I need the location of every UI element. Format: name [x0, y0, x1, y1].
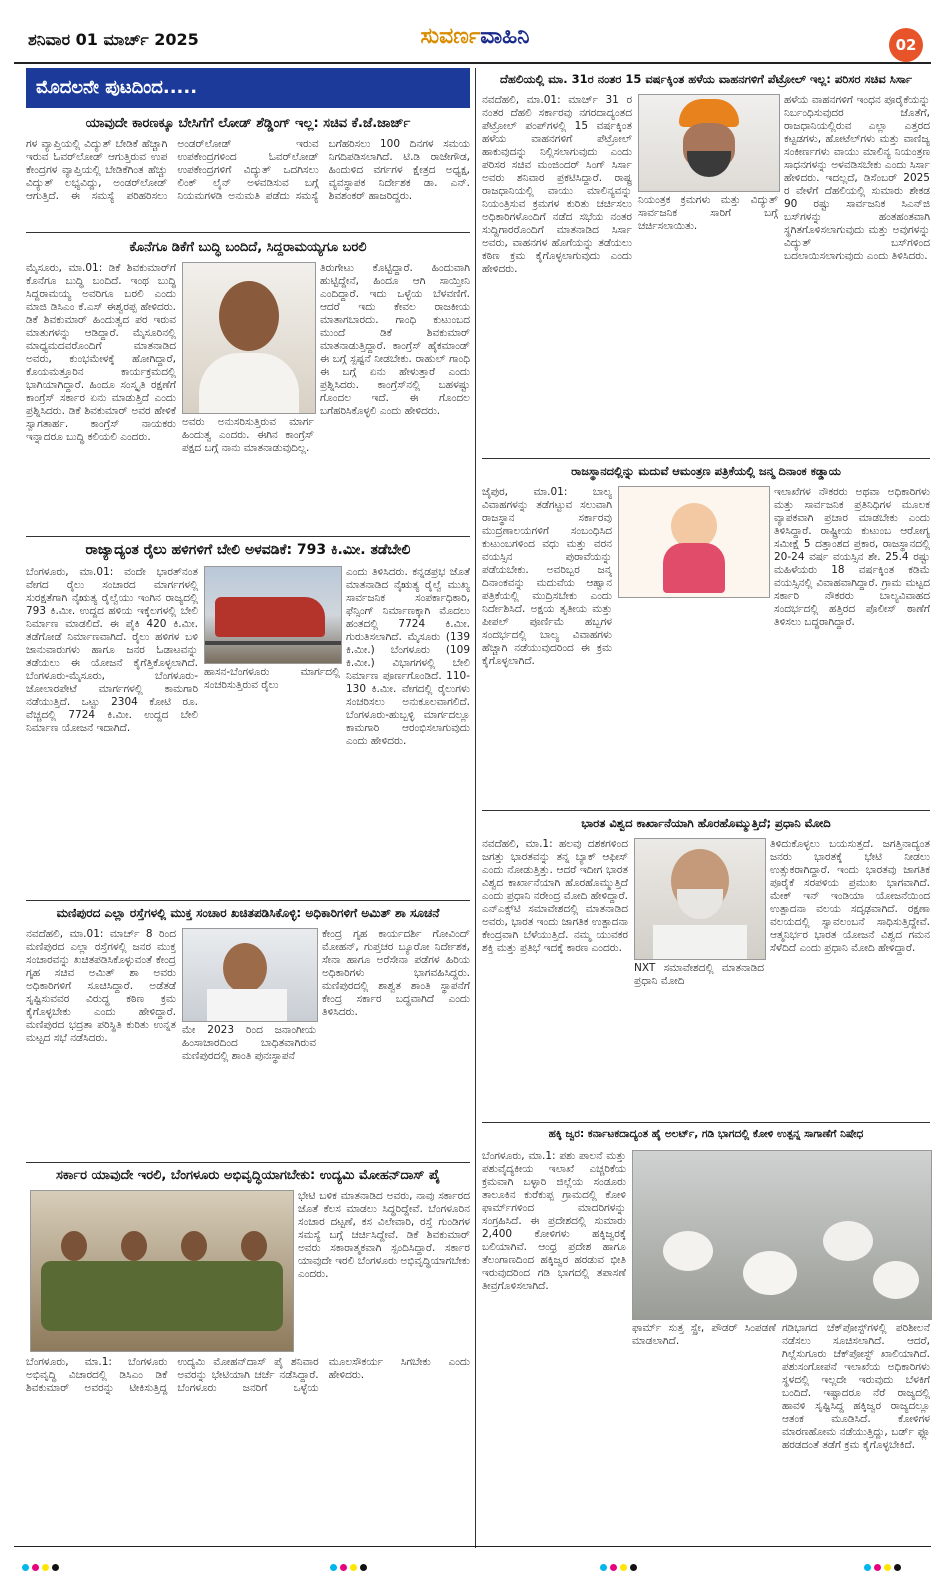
divider	[26, 232, 470, 233]
divider	[482, 458, 930, 459]
article-2-body-a: ಮೈಸೂರು, ಮಾ.01: ಡಿಕೆ ಶಿವಕುಮಾರ್‌ಗೆ ಕೊನೆಗೂ ಬುದ್ಧಿ ಬಂದಿದೆ. ಇಂಥ ಬುದ್ಧಿ ಸಿದ್ದರಾಮಯ್ಯ ಅವರಿಗೂ ಬರಲಿ ಎಂದು ಮಾಜಿ ಡಿಸಿಎಂ ಕೆ.ಎಸ್ ಈಶ್ವರಪ್ಪ ಹೇಳಿದರು. ಡಿಕೆ ಶಿವಕುಮಾರ್ ಹಿಂದುತ್ವದ ಪರ ಇರುವ ಮಾತುಗಳನ್ನು ಆಡಿದ್ದಾರೆ. ಮೈಸೂರಿನಲ್ಲಿ ಮಾಧ್ಯಮದವರೊಂದಿಗೆ ಮಾತನಾಡಿದ ಅವರು, ಕುಂಭಮೇಳಕ್ಕೆ ಹೋಗಿದ್ದಾರೆ, ಕೊಯಮತ್ತೂರಿನ ಕಾರ್ಯಕ್ರಮದಲ್ಲಿ ಭಾಗಿಯಾಗಿದ್ದಾರೆ. ಹಿಂದೂ ಸಂಸ್ಕೃತಿ ರಕ್ಷಣೆಗೆ ಕಾಂಗ್ರೆಸ್ ಸರ್ಕಾರ ಏನು ಮಾಡುತ್ತಿದೆ ಎಂದು ಪ್ರಶ್ನಿಸಿದರು. ಡಿಕೆ ಶಿವಕುಮಾರ್ ಅವರ ಹೇಳಿಕೆ ಸ್ವಾಗತಾರ್ಹ. ಕಾಂಗ್ರೆಸ್ ನಾಯಕರು ಇನ್ನಾದರೂ ಬುದ್ಧಿ ಕಲಿಯಲಿ ಎಂದರು.	[26, 262, 176, 443]
article-3-body-a: ಬೆಂಗಳೂರು, ಮಾ.01: ವಂದೇ ಭಾರತ್‌ನಂತ ವೇಗದ ರೈಲು ಸಂಚಾರದ ಮಾರ್ಗಗಳಲ್ಲಿ ಸುರಕ್ಷತೆಗಾಗಿ ನೈಋತ್ಯ ರೈಲ್ವೆಯು ಇಂಗಿನ ರಾಜ್ಯದಲ್ಲಿ 793 ಕಿ.ಮೀ. ಉದ್ದದ ಹಳಿಯ ಇಕ್ಕೆಲಗಳಲ್ಲಿ ಬೇಲಿ ನಿರ್ಮಾಣ ಮಾಡಲಿದೆ. ಈ ಪೈಕಿ 420 ಕಿ.ಮೀ. ತಡೆಗೋಡೆ ನಿರ್ಮಾಣವಾಗಿದೆ. ರೈಲು ಹಳಿಗಳ ಬಳಿ ಜಾನುವಾರುಗಳು ಹಾಗೂ ಜನರ ಓಡಾಟವನ್ನು ತಡೆಯಲು ಈ ಯೋಜನೆ ಕೈಗೆತ್ತಿಕೊಳ್ಳಲಾಗಿದೆ. ಬೆಂಗಳೂರು-ಮೈಸೂರು, ಬೆಂಗಳೂರು-ಜೋಲಾರಪೇಟೆ ಮಾರ್ಗಗಳಲ್ಲಿ ಕಾಮಗಾರಿ ನಡೆಯುತ್ತಿದೆ. ಒಟ್ಟು 2304 ಕೋಟಿ ರೂ. ವೆಚ್ಚದಲ್ಲಿ 7724 ಕಿ.ಮೀ. ಉದ್ದದ ಬೇಲಿ ನಿರ್ಮಾಣ ಯೋಜನೆ ಇದಾಗಿದೆ.	[26, 566, 198, 734]
issue-date: ಶನಿವಾರ 01 ಮಾರ್ಚ್ 2025	[28, 30, 199, 49]
article-9-body-a: ಬೆಂಗಳೂರು, ಮಾ.1: ಪಶು ಪಾಲನೆ ಮತ್ತು ಪಶುವೈದ್ಯಕೀಯ ಇಲಾಖೆ ಎಚ್ಚರಿಕೆಯ ಕ್ರಮವಾಗಿ ಬಳ್ಳಾರಿ ಜಿಲ್ಲೆಯ ಸಂಡೂರು ತಾಲೂಕಿನ ಕುರೆಕುಪ್ಪ ಗ್ರಾಮದಲ್ಲಿ ಕೋಳಿ ಫಾರ್ಮ್‌ಗಳಿಂದ ಮಾದರಿಗಳನ್ನು ಸಂಗ್ರಹಿಸಿದೆ. ಈ ಪ್ರದೇಶದಲ್ಲಿ ಸುಮಾರು 2,400 ಕೋಳಿಗಳು ಹಕ್ಕಿಜ್ವರಕ್ಕೆ ಬಲಿಯಾಗಿವೆ. ಆಂಧ್ರ ಪ್ರದೇಶ ಹಾಗೂ ತೆಲಂಗಾಣದಿಂದ ಹಕ್ಕಿಜ್ವರ ಹರಡುವ ಭೀತಿ ಇರುವುದರಿಂದ ಗಡಿ ಭಾಗದಲ್ಲಿ ತಪಾಸಣೆ ತೀವ್ರಗೊಳಿಸಲಾಗಿದೆ.	[482, 1150, 626, 1292]
masthead-part-a: ಸುವರ್ಣ	[420, 24, 481, 49]
masthead-logo	[380, 24, 570, 60]
article-4-headline: ಮಣಿಪುರದ ಎಲ್ಲಾ ರಸ್ತೆಗಳಲ್ಲಿ ಮುಕ್ತ ಸಂಚಾರ ಖಚಿತಪಡಿಸಿಕೊಳ್ಳಿ: ಅಧಿಕಾರಿಗಳಿಗೆ ಅಮಿತ್ ಶಾ ಸೂಚನೆ	[56, 906, 440, 920]
modi-photo	[634, 838, 766, 960]
article-3-headline: ರಾಜ್ಯಾದ್ಯಂತ ರೈಲು ಹಳಿಗಳಿಗೆ ಬೇಲಿ ಅಳವಡಿಕೆ: 793 ಕಿ.ಮೀ. ತಡೆಬೇಲಿ	[85, 542, 411, 558]
article-9-headline: ಹಕ್ಕಿ ಜ್ವರ: ಕರ್ನಾಟಕದಾದ್ಯಂತ ಹೈ ಅಲರ್ಟ್, ಗಡಿ ಭಾಗದಲ್ಲಿ ಕೋಳಿ ಉತ್ಪನ್ನ ಸಾಗಾಣೆಗೆ ನಿಷೇಧ	[548, 1128, 864, 1140]
center-column-divider	[475, 68, 476, 1548]
train-photo	[204, 566, 342, 664]
poultry-farm-photo	[632, 1150, 932, 1320]
article-8-body-a: ನವದೆಹಲಿ, ಮಾ.1: ಹಲವು ದಶಕಗಳಿಂದ ಜಗತ್ತು ಭಾರತವನ್ನು ತನ್ನ ಬ್ಯಾಕ್ ಆಫೀಸ್ ಎಂದು ನೋಡುತ್ತಿತ್ತು. ಆದರೆ ಇದೀಗ ಭಾರತ ವಿಶ್ವದ ಕಾರ್ಖಾನೆಯಾಗಿ ಹೊರಹೊಮ್ಮುತ್ತಿದೆ ಎಂದು ಪ್ರಧಾನಿ ನರೇಂದ್ರ ಮೋದಿ ಹೇಳಿದ್ದಾರೆ. ಎನ್‌ಎಕ್ಸ್‌ಟಿ ಸಮಾವೇಶದಲ್ಲಿ ಮಾತನಾಡಿದ ಅವರು, ಭಾರತ ಇಂದು ಜಾಗತಿಕ ಉತ್ಪಾದನಾ ಕೇಂದ್ರವಾಗಿ ಬೆಳೆಯುತ್ತಿದೆ. ನಮ್ಮ ಯುವಕರ ಶಕ್ತಿ ಮತ್ತು ಪ್ರತಿಭೆ ಇದಕ್ಕೆ ಕಾರಣ ಎಂದರು.	[482, 838, 628, 954]
article-7-headline: ರಾಜಸ್ಥಾನದಲ್ಲಿನ್ನು ಮದುವೆ ಆಮಂತ್ರಣ ಪತ್ರಿಕೆಯಲ್ಲಿ ಜನ್ಮ ದಿನಾಂಕ ಕಡ್ಡಾಯ	[571, 464, 841, 478]
article-5-headline: ಸರ್ಕಾರ ಯಾವುದೇ ಇರಲಿ, ಬೆಂಗಳೂರು ಅಭಿವೃದ್ಧಿಯಾಗಬೇಕು: ಉದ್ಯಮಿ ಮೋಹನ್‌ದಾಸ್ ಪೈ	[56, 1168, 440, 1183]
divider	[26, 536, 470, 537]
article-8-body-b: ತಿಳಿದುಕೊಳ್ಳಲು ಬಯಸುತ್ತದೆ. ಜಗತ್ತಿನಾದ್ಯಂತ ಜನರು ಭಾರತಕ್ಕೆ ಭೇಟಿ ನೀಡಲು ಉತ್ಸುಕರಾಗಿದ್ದಾರೆ. ಇಂದು ಭಾರತವು ಜಾಗತಿಕ ಪೂರೈಕೆ ಸರಪಳಿಯ ಪ್ರಮುಖ ಭಾಗವಾಗಿದೆ. ಮೇಕ್ ಇನ್ ಇಂಡಿಯಾ ಯೋಜನೆಯಿಂದ ಉತ್ಪಾದನಾ ವಲಯ ಸದೃಢವಾಗಿದೆ. ರಕ್ಷಣಾ ವಲಯದಲ್ಲಿ ಸ್ವಾವಲಂಬನೆ ಸಾಧಿಸುತ್ತಿದ್ದೇವೆ. ಆತ್ಮನಿರ್ಭರ ಭಾರತ ಯೋಜನೆ ವಿಶ್ವದ ಗಮನ ಸೆಳೆದಿದೆ ಎಂದು ಪ್ರಧಾನಿ ಮೋದಿ ಹೇಳಿದ್ದಾರೆ.	[770, 838, 930, 954]
article-7-body-a: ಜೈಪುರ, ಮಾ.01: ಬಾಲ್ಯ ವಿವಾಹಗಳನ್ನು ತಡೆಗಟ್ಟುವ ಸಲುವಾಗಿ ರಾಜಸ್ಥಾನ ಸರ್ಕಾರವು ಮುದ್ರಣಾಲಯಗಳಿಗೆ ಸಂಬಂಧಿಸಿದ ಕುಟುಂಬಗಳಿಂದ ವಧು ಮತ್ತು ವರನ ವಯಸ್ಸಿನ ಪುರಾವೆಯನ್ನು ಪಡೆಯಬೇಕು. ಅವರಿಬ್ಬರ ಜನ್ಮ ದಿನಾಂಕವನ್ನು ಮದುವೆಯ ಆಹ್ವಾನ ಪತ್ರಿಕೆಯಲ್ಲಿ ಮುದ್ರಿಸಬೇಕು ಎಂದು ನಿರ್ದೇಶಿಸಿದೆ. ಅಕ್ಷಯ ತೃತೀಯ ಮತ್ತು ಪೀಪಲ್ ಪೂರ್ಣಿಮೆ ಹಬ್ಬಗಳ ಸಂದರ್ಭದಲ್ಲಿ ಬಾಲ್ಯ ವಿವಾಹಗಳು ಹೆಚ್ಚಾಗಿ ನಡೆಯುವುದರಿಂದ ಈ ಕ್ರಮ ಕೈಗೊಳ್ಳಲಾಗಿದೆ.	[482, 486, 612, 667]
article-4-body-a: ನವದೆಹಲಿ, ಮಾ.01: ಮಾರ್ಚ್ 8 ರಿಂದ ಮಣಿಪುರದ ಎಲ್ಲಾ ರಸ್ತೆಗಳಲ್ಲಿ ಜನರ ಮುಕ್ತ ಸಂಚಾರವನ್ನು ಖಚಿತಪಡಿಸಿಕೊಳ್ಳುವಂತೆ ಕೇಂದ್ರ ಗೃಹ ಸಚಿವ ಅಮಿತ್ ಶಾ ಅವರು ಅಧಿಕಾರಿಗಳಿಗೆ ಸೂಚಿಸಿದ್ದಾರೆ. ಅಡೆತಡೆ ಸೃಷ್ಟಿಸುವವರ ವಿರುದ್ಧ ಕಠಿಣ ಕ್ರಮ ಕೈಗೊಳ್ಳಬೇಕು ಎಂದು ಹೇಳಿದ್ದಾರೆ. ಮಣಿಪುರದ ಭದ್ರತಾ ಪರಿಸ್ಥಿತಿ ಕುರಿತು ಉನ್ನತ ಮಟ್ಟದ ಸಭೆ ನಡೆಸಿದರು.	[26, 928, 176, 1044]
article-2-body-b: ತಿರುಗೇಟು ಕೊಟ್ಟಿದ್ದಾರೆ. ಹಿಂದುವಾಗಿ ಹುಟ್ಟಿದ್ದೇನೆ, ಹಿಂದೂ ಆಗಿ ಸಾಯ್ತೀನಿ ಎಂದಿದ್ದಾರೆ. ಇದು ಒಳ್ಳೆಯ ಬೆಳವಣಿಗೆ. ಆದರೆ ಇದು ಕೇವಲ ರಾಜಕೀಯ ಮಾತಾಗಬಾರದು. ಗಾಂಧಿ ಕುಟುಂಬದ ಮುಂದೆ ಡಿಕೆ ಶಿವಕುಮಾರ್ ಮಾತನಾಡುತ್ತಿದ್ದಾರೆ. ಕಾಂಗ್ರೆಸ್ ಹೈಕಮಾಂಡ್ ಈ ಬಗ್ಗೆ ಸ್ಪಷ್ಟನೆ ನೀಡಬೇಕು. ರಾಹುಲ್ ಗಾಂಧಿ ಈ ಬಗ್ಗೆ ಏನು ಹೇಳುತ್ತಾರೆ ಎಂದು ಪ್ರಶ್ನಿಸಿದರು. ಕಾಂಗ್ರೆಸ್‌ನಲ್ಲಿ ಬಹಳಷ್ಟು ಗೊಂದಲ ಇದೆ. ಈ ಗೊಂದಲ ಬಗೆಹರಿಸಿಕೊಳ್ಳಲಿ ಎಂದು ಹೇಳಿದರು.	[320, 262, 470, 417]
divider	[26, 900, 470, 901]
article-9-body-b: ಗಡಿಭಾಗದ ಚೆಕ್‌ಪೋಸ್ಟ್‌ಗಳಲ್ಲಿ ಪರಿಶೀಲನೆ ನಡೆಸಲು ಸೂಚಿಸಲಾಗಿದೆ. ಆದರೆ, ಗಿಲ್ಲೆಸುಗೂರು ಚೆಕ್‌ಪೋಸ್ಟ್ ಖಾಲಿಯಾಗಿದೆ. ಪಶುಸಂಗೋಪನೆ ಇಲಾಖೆಯ ಅಧಿಕಾರಿಗಳು ಸ್ಥಳದಲ್ಲಿ ಇಲ್ಲದೇ ಇರುವುದು ಬೆಳಕಿಗೆ ಬಂದಿದೆ. ಇಷ್ಟಾದರೂ ನೆರೆ ರಾಜ್ಯದಲ್ಲಿ ಹಾವಳಿ ಸೃಷ್ಟಿಸಿದ್ದ ಹಕ್ಕಿಜ್ವರ ರಾಜ್ಯದಲ್ಲೂ ಆತಂಕ ಮೂಡಿಸಿದೆ. ಕೋಳಿಗಳ ಮಾರಣಹೋಮ ನಡೆಯುತ್ತಿದ್ದು, ಬರ್ಡ್ ಫ್ಲೂ ಹರಡದಂತೆ ತಡೆಗೆ ಕ್ರಮ ಕೈಗೊಳ್ಳಬೇಕಿದೆ.	[782, 1322, 930, 1451]
header-rule	[14, 62, 931, 64]
article-8-headline: ಭಾರತ ವಿಶ್ವದ ಕಾರ್ಖಾನೆಯಾಗಿ ಹೊರಹೊಮ್ಮುತ್ತಿದೆ; ಪ್ರಧಾನಿ ಮೋದಿ	[581, 816, 831, 830]
divider	[482, 1122, 930, 1123]
child-bride-illustration	[618, 486, 770, 598]
article-6-headline: ದೆಹಲಿಯಲ್ಲಿ ಮಾ. 31ರ ನಂತರ 15 ವರ್ಷಕ್ಕಿಂತ ಹಳೆಯ ವಾಹನಗಳಿಗೆ ಪೆಟ್ರೋಲ್ ಇಲ್ಲ: ಪರಿಸರ ಸಚಿವ ಸಿರ್ಸಾ	[500, 72, 912, 86]
page-number-badge: 02	[889, 28, 923, 62]
registration-marks-right	[864, 1556, 904, 1575]
eshwarappa-photo	[182, 262, 316, 414]
sirsa-photo	[638, 94, 780, 192]
registration-marks-left	[22, 1556, 62, 1575]
article-6-caption: ನಿಯಂತ್ರಕ ಕ್ರಮಗಳು ಮತ್ತು ವಿದ್ಯುತ್ ಸಾರ್ವಜನಿಕ ಸಾರಿಗೆ ಬಗ್ಗೆ ಚರ್ಚಿಸಲಾಯಿತು.	[638, 194, 778, 232]
article-2-caption: ಅವರು ಅನುಸರಿಸುತ್ತಿರುವ ಮಾರ್ಗ ಹಿಂದುತ್ವ ಎಂದರು. ಈಗಿನ ಕಾಂಗ್ರೆಸ್ ಪಕ್ಷದ ಬಗ್ಗೆ ನಾನು ಮಾತನಾಡುವುದಿಲ್ಲ.	[182, 416, 314, 454]
masthead-part-b: ವಾಹಿನಿ	[480, 24, 530, 49]
registration-marks-mid-right	[600, 1556, 640, 1575]
article-6-body-b: ಹಳೆಯ ವಾಹನಗಳಿಗೆ ಇಂಧನ ಪೂರೈಕೆಯನ್ನು ನಿರ್ಬಂಧಿಸುವುದರ ಜೊತೆಗೆ, ರಾಜಧಾನಿಯಲ್ಲಿರುವ ಎಲ್ಲಾ ಎತ್ತರದ ಕಟ್ಟಡಗಳು, ಹೋಟೆಲ್‌ಗಳು ಮತ್ತು ವಾಣಿಜ್ಯ ಸಂಕೀರ್ಣಗಳು ವಾಯು ಮಾಲಿನ್ಯ ನಿಯಂತ್ರಣ ಸಾಧನಗಳನ್ನು ಅಳವಡಿಸಬೇಕು ಎಂದು ಸಿರ್ಸಾ ಹೇಳಿದರು. ಇದಲ್ಲದೆ, ಡಿಸೆಂಬರ್ 2025 ರ ವೇಳೆಗೆ ದೆಹಲಿಯಲ್ಲಿ ಸುಮಾರು ಶೇಕಡ 90 ರಷ್ಟು ಸಾರ್ವಜನಿಕ ಸಿಎನ್‌ಜಿ ಬಸ್‌ಗಳನ್ನು ಹಂತಹಂತವಾಗಿ ಸ್ಥಗಿತಗೊಳಿಸಲಾಗುವುದು ಮತ್ತು ಅವುಗಳನ್ನು ವಿದ್ಯುತ್ ಬಸ್‌ಗಳಿಂದ ಬದಲಾಯಿಸಲಾಗುವುದು ಎಂದು ತಿಳಿಸಿದರು.	[784, 94, 930, 262]
article-2-headline: ಕೊನೆಗೂ ಡಿಕೆಗೆ ಬುದ್ಧಿ ಬಂದಿದೆ, ಸಿದ್ದರಾಮಯ್ಯಗೂ ಬರಲಿ	[129, 240, 367, 255]
article-5-body-b: ಭೇಟಿ ಬಳಿಕ ಮಾತನಾಡಿದ ಅವರು, ನಾವು ಸರ್ಕಾರದ ಜೊತೆ ಕೆಲಸ ಮಾಡಲು ಸಿದ್ಧರಿದ್ದೇವೆ. ಬೆಂಗಳೂರಿನ ಸಂಚಾರ ದಟ್ಟಣೆ, ಕಸ ವಿಲೇವಾರಿ, ರಸ್ತೆ ಗುಂಡಿಗಳ ಸಮಸ್ಯೆ ಬಗ್ಗೆ ಚರ್ಚಿಸಿದ್ದೇವೆ. ಡಿಕೆ ಶಿವಕುಮಾರ್ ಅವರು ಸಕಾರಾತ್ಮಕವಾಗಿ ಸ್ಪಂದಿಸಿದ್ದಾರೆ. ಸರ್ಕಾರ ಯಾವುದೇ ಇರಲಿ ಬೆಂಗಳೂರು ಅಭಿವೃದ್ಧಿಯಾಗಬೇಕು ಎಂದರು.	[298, 1190, 470, 1280]
article-8-caption: NXT ಸಮಾವೇಶದಲ್ಲಿ ಮಾತನಾಡಿದ ಪ್ರಧಾನಿ ಮೋದಿ	[634, 962, 764, 987]
article-7-body-b: ಇಲಾಖೆಗಳ ನೌಕರರು ಅಥವಾ ಅಧಿಕಾರಿಗಳು ಮತ್ತು ಸಾರ್ವಜನಿಕ ಪ್ರತಿನಿಧಿಗಳ ಮೂಲಕ ವ್ಯಾಪಕವಾಗಿ ಪ್ರಚಾರ ಮಾಡಬೇಕು ಎಂದು ತಿಳಿಸಿದ್ದಾರೆ. ರಾಷ್ಟ್ರೀಯ ಕುಟುಂಬ ಆರೋಗ್ಯ ಸಮೀಕ್ಷೆ 5 ದತ್ತಾಂಶದ ಪ್ರಕಾರ, ರಾಜಸ್ಥಾನದಲ್ಲಿ 20-24 ವರ್ಷ ವಯಸ್ಸಿನ ಶೇ. 25.4 ರಷ್ಟು ಮಹಿಳೆಯರು 18 ವರ್ಷಕ್ಕಿಂತ ಕಡಿಮೆ ವಯಸ್ಸಿನಲ್ಲಿ ವಿವಾಹವಾಗಿದ್ದಾರೆ. ಗ್ರಾಮ ಮಟ್ಟದ ಸರ್ಕಾರಿ ನೌಕರರು ಬಾಲ್ಯವಿವಾಹದ ಸಂದರ್ಭದಲ್ಲಿ ಹತ್ತಿರದ ಪೊಲೀಸ್ ಠಾಣೆಗೆ ತಿಳಿಸಲು ಬದ್ಧರಾಗಿದ್ದಾರೆ.	[774, 486, 930, 628]
article-6-body-a: ನವದೆಹಲಿ, ಮಾ.01: ಮಾರ್ಚ್ 31 ರ ನಂತರ ದೆಹಲಿ ಸರ್ಕಾರವು ನಗರದಾದ್ಯಂತದ ಪೆಟ್ರೋಲ್ ಪಂಪ್‌ಗಳಲ್ಲಿ 15 ವರ್ಷಕ್ಕಿಂತ ಹಳೆಯ ವಾಹನಗಳಿಗೆ ಪೆಟ್ರೋಲ್ ಹಾಕುವುದನ್ನು ನಿಲ್ಲಿಸಲಾಗುವುದು ಎಂದು ಪರಿಸರ ಸಚಿವ ಮಂಜಿಂದರ್ ಸಿಂಗ್ ಸಿರ್ಸಾ ಅವರು ಶನಿವಾರ ಪ್ರಕಟಿಸಿದ್ದಾರೆ. ರಾಷ್ಟ್ರ ರಾಜಧಾನಿಯಲ್ಲಿ ವಾಯು ಮಾಲಿನ್ಯವನ್ನು ನಿಯಂತ್ರಿಸುವ ಕ್ರಮಗಳ ಕುರಿತು ಚರ್ಚಿಸಲು ಅಧಿಕಾರಿಗಳೊಂದಿಗೆ ನಡೆದ ಸಭೆಯ ನಂತರ ಸುದ್ದಿಗಾರರೊಂದಿಗೆ ಮಾತನಾಡಿದ ಸಿರ್ಸಾ ಅವರು, ವಾಹನಗಳ ಹೊಗೆಯನ್ನು ತಡೆಯಲು ಕಠಿಣ ಕ್ರಮ ಕೈಗೊಳ್ಳಲಾಗುವುದು ಎಂದು ಹೇಳಿದರು.	[482, 94, 632, 275]
section-band: ಮೊದಲನೇ ಪುಟದಿಂದ.....	[26, 68, 470, 108]
divider	[26, 1162, 470, 1163]
article-9-caption: ಫಾರ್ಮ್ ಸುತ್ತ ಸ್ಪ್ರೇ, ಪೌಡರ್ ಸಿಂಪಡಣೆ ಮಾಡಲಾಗಿದೆ.	[632, 1322, 776, 1347]
article-3-caption: ಹಾಸನ-ಬೆಂಗಳೂರು ಮಾರ್ಗದಲ್ಲಿ ಸಂಚರಿಸುತ್ತಿರುವ ರೈಲು	[204, 666, 340, 691]
article-4-body-b: ಕೇಂದ್ರ ಗೃಹ ಕಾರ್ಯದರ್ಶಿ ಗೋವಿಂದ್ ಮೋಹನ್, ಗುಪ್ತಚರ ಬ್ಯೂರೋ ನಿರ್ದೇಶಕ, ಸೇನಾ ಹಾಗೂ ಅರೆಸೇನಾ ಪಡೆಗಳ ಹಿರಿಯ ಅಧಿಕಾರಿಗಳು ಭಾಗವಹಿಸಿದ್ದರು. ಮಣಿಪುರದಲ್ಲಿ ಶಾಶ್ವತ ಶಾಂತಿ ಸ್ಥಾಪನೆಗೆ ಕೇಂದ್ರ ಸರ್ಕಾರ ಬದ್ಧವಾಗಿದೆ ಎಂದು ತಿಳಿಸಿದರು.	[322, 928, 470, 1018]
divider	[482, 810, 930, 811]
article-3-body-b: ಎಂದು ತಿಳಿಸಿದರು. ಕನ್ನಡಪ್ರಭ ಜೊತೆ ಮಾತನಾಡಿದ ನೈಋತ್ಯ ರೈಲ್ವೆ ಮುಖ್ಯ ಸಾರ್ವಜನಿಕ ಸಂಪರ್ಕಾಧಿಕಾರಿ, ಫೆನ್ಸಿಂಗ್ ನಿರ್ಮಾಣಕ್ಕಾಗಿ ಮೊದಲು ಹಂತದಲ್ಲಿ 7724 ಕಿ.ಮೀ. ಗುರುತಿಸಲಾಗಿದೆ. ಮೈಸೂರು (139 ಕಿ.ಮೀ.) ಬೆಂಗಳೂರು (109 ಕಿ.ಮೀ.) ವಿಭಾಗಗಳಲ್ಲಿ ಬೇಲಿ ನಿರ್ಮಾಣ ಪೂರ್ಣಗೊಂಡಿದೆ. 110-130 ಕಿ.ಮೀ. ವೇಗದಲ್ಲಿ ರೈಲುಗಳು ಸಂಚರಿಸಲು ಅನುಕೂಲವಾಗಲಿದೆ. ಬೆಂಗಳೂರು-ಹುಬ್ಬಳ್ಳಿ ಮಾರ್ಗದಲ್ಲೂ ಕಾಮಗಾರಿ ಆರಂಭಿಸಲಾಗುವುದು ಎಂದು ಹೇಳಿದರು.	[346, 566, 470, 747]
article-1-body: ಗಳ ವ್ಯಾಪ್ತಿಯಲ್ಲಿ ವಿದ್ಯುತ್ ಬೇಡಿಕೆ ಹೆಚ್ಚಾಗಿ ಇರುವ ಓವರ್‌ಲೋಡ್ ಆಗುತ್ತಿರುವ ಉಪ ಕೇಂದ್ರಗಳ ವ್ಯಾಪ್ತಿಯಲ್ಲಿ ಬೇಡಿಕೆಗಿಂತ ಹೆಚ್ಚು ವಿದ್ಯುತ್ ಲಭ್ಯವಿದ್ದು, ಅಂಡರ್‌ಲೋಡ್ ಆಗುತ್ತಿದೆ. ಈ ಸಮಸ್ಯೆ ಪರಿಹರಿಸಲು ಅಂಡರ್‌ಲೋಡ್ ಇರುವ ಉಪಕೇಂದ್ರಗಳಿಂದ ಓವರ್‌ಲೋಡ್ ಉಪಕೇಂದ್ರಗಳಿಗೆ ವಿದ್ಯುತ್ ಒದಗಿಸಲು ಲಿಂಕ್ ಲೈನ್ ಅಳವಡಿಸುವ ಬಗ್ಗೆ ನಿಯಮಗಳಡಿ ಅನುಮತಿ ಪಡೆದು ಸಮಸ್ಯೆ ಬಗೆಹರಿಸಲು 100 ದಿನಗಳ ಸಮಯ ನಿಗದಿಪಡಿಸಲಾಗಿದೆ. ಟಿ.ಡಿ ರಾಜೇಗೌಡ, ಹಿಂದುಳಿದ ವರ್ಗಗಳ ಕ್ಷೇತ್ರದ ಅಧ್ಯಕ್ಷ, ವ್ಯವಸ್ಥಾಪಕ ನಿರ್ದೇಶಕ ಡಾ. ಎನ್. ಶಿವಶಂಕರ್ ಹಾಜರಿದ್ದರು.	[26, 138, 470, 202]
article-4-caption: ಮೇ 2023 ರಿಂದ ಜನಾಂಗೀಯ ಹಿಂಸಾಚಾರದಿಂದ ಬಾಧಿತವಾಗಿರುವ ಮಣಿಪುರದಲ್ಲಿ ಶಾಂತಿ ಪುನಃಸ್ಥಾಪನೆ	[182, 1024, 316, 1062]
article-5-body-a: ಬೆಂಗಳೂರು, ಮಾ.1: ಬೆಂಗಳೂರು ಅಭಿವೃದ್ಧಿ ವಿಚಾರದಲ್ಲಿ ಡಿಸಿಎಂ ಡಿಕೆ ಶಿವಕುಮಾರ್ ಅವರನ್ನು ಟೀಕಿಸುತ್ತಿದ್ದ ಉದ್ಯಮಿ ಮೋಹನ್‌ದಾಸ್ ಪೈ ಶನಿವಾರ ಅವರನ್ನು ಭೇಟಿಯಾಗಿ ಚರ್ಚೆ ನಡೆಸಿದ್ದಾರೆ. ಬೆಂಗಳೂರು ಜನರಿಗೆ ಒಳ್ಳೆಯ ಮೂಲಸೌಕರ್ಯ ಸಿಗಬೇಕು ಎಂದು ಹೇಳಿದರು.	[26, 1356, 470, 1394]
amit-shah-photo	[182, 928, 318, 1022]
footer-rule	[14, 1546, 931, 1547]
registration-marks-mid-left	[330, 1556, 370, 1575]
article-1-headline: ಯಾವುದೇ ಕಾರಣಕ್ಕೂ ಬೇಸಿಗೆಗೆ ಲೋಡ್ ಶೆಡ್ಡಿಂಗ್ ಇಲ್ಲ: ಸಚಿವ ಕೆ.ಜೆ.ಜಾರ್ಜ್	[85, 116, 411, 131]
mohandas-pai-meeting-photo	[30, 1190, 294, 1352]
